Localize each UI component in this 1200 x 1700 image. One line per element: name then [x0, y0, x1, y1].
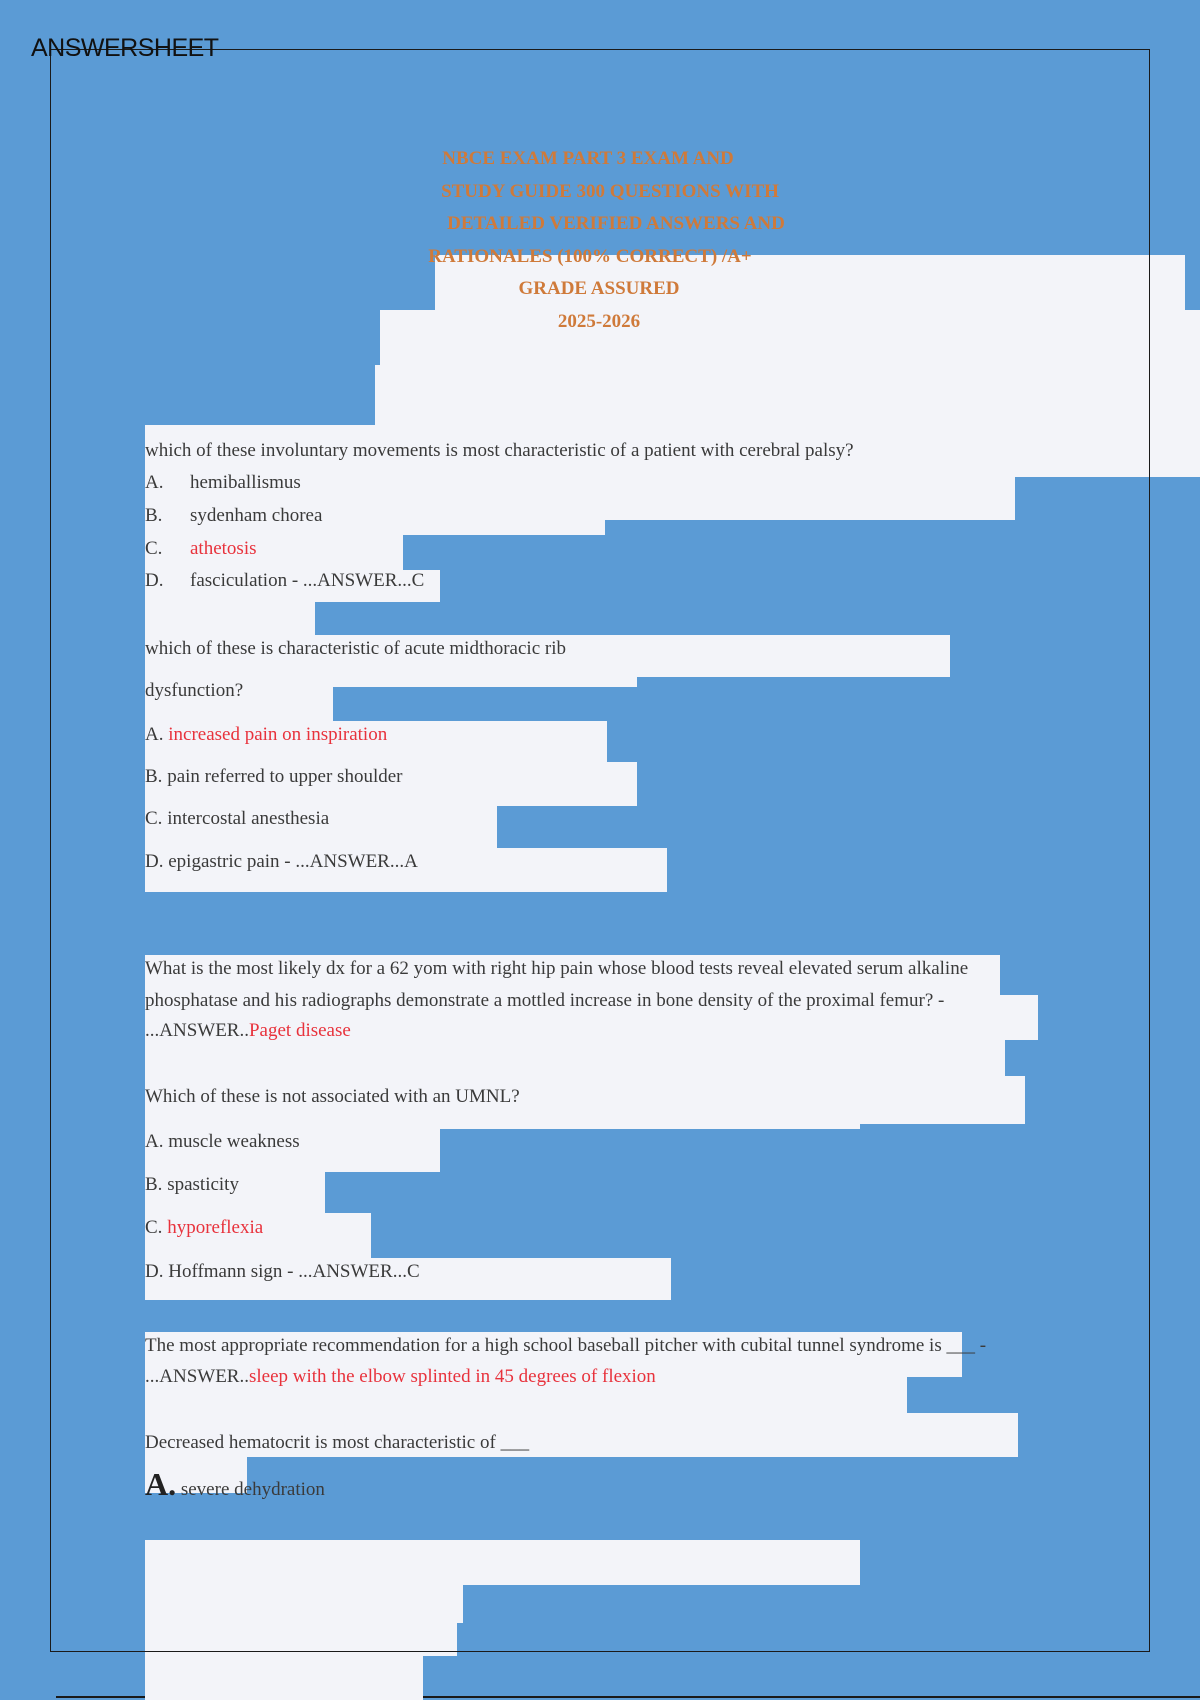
- paper-patch: [145, 1654, 423, 1700]
- option-text: epigastric pain - ...ANSWER...A: [168, 851, 418, 872]
- option-letter: D.: [145, 570, 164, 591]
- option-letter: B.: [145, 505, 163, 526]
- option-text: sydenham chorea: [190, 505, 323, 526]
- correct-answer: hyporeflexia: [167, 1217, 264, 1238]
- q2-option-b: [145, 766, 402, 788]
- q1-option-d: [145, 570, 424, 592]
- option-text: intercostal anesthesia: [167, 808, 330, 829]
- q4-option-b: [145, 1174, 239, 1196]
- option-text: muscle weakness: [168, 1131, 300, 1152]
- option-letter: D.: [145, 851, 164, 872]
- option-text: spasticity: [167, 1174, 239, 1195]
- answersheet-header: ANSWERSHEET: [31, 34, 219, 62]
- q2-option-c: [145, 808, 329, 830]
- q1-option-a: [145, 472, 301, 494]
- paper-patch: [145, 1540, 860, 1585]
- question-2-line-1: which of these is characteristic of acute midthoracic rib: [145, 638, 566, 659]
- answer-prefix: ...ANSWER..: [145, 1020, 249, 1041]
- paper-patch: [145, 1621, 457, 1656]
- answer-prefix: ...ANSWER..: [145, 1366, 249, 1387]
- question-3-line-1: What is the most likely dx for a 62 yom with right hip pain whose blood tests reveal elevated serum alkaline: [145, 958, 969, 979]
- q1-option-c: [145, 538, 257, 560]
- q4-option-d: [145, 1261, 420, 1283]
- option-text: fasciculation - ...ANSWER...C: [190, 570, 425, 591]
- question-6: Decreased hematocrit is most characteristic of ___: [145, 1432, 530, 1453]
- question-2-line-2: dysfunction?: [145, 680, 244, 701]
- option-letter: A.: [145, 472, 164, 493]
- option-letter: C.: [145, 808, 163, 829]
- question-3-line-2: phosphatase and his radiographs demonstrate a mottled increase in bone density of the proximal femur? -: [145, 990, 945, 1011]
- option-text: Hoffmann sign - ...ANSWER...C: [168, 1261, 420, 1282]
- q6-option-a: [145, 1466, 325, 1503]
- title-line: NBCE EXAM PART 3 EXAM AND: [442, 148, 734, 169]
- q2-option-a: [145, 724, 387, 746]
- q3-answer: [145, 1020, 351, 1042]
- paper-patch: [375, 365, 1200, 425]
- title-line: 2025-2026: [557, 310, 641, 332]
- correct-answer: Paget disease: [248, 1020, 351, 1041]
- option-letter: C.: [145, 538, 163, 559]
- correct-answer: athetosis: [190, 538, 257, 559]
- q2-option-d: [145, 851, 418, 873]
- option-letter: B.: [145, 1174, 163, 1195]
- question-4: Which of these is not associated with an UMNL?: [145, 1086, 520, 1107]
- correct-answer: sleep with the elbow splinted in 45 degrees of flexion: [248, 1366, 656, 1387]
- q5-answer: [145, 1366, 656, 1388]
- paper-patch: [145, 1038, 1005, 1078]
- paper-patch: [145, 1583, 463, 1623]
- q1-option-b: [145, 505, 322, 527]
- option-letter: A.: [145, 724, 164, 745]
- option-letter: D.: [145, 1261, 164, 1282]
- q4-option-c: [145, 1217, 263, 1239]
- option-text: pain referred to upper shoulder: [167, 766, 403, 787]
- paper-patch: [145, 600, 315, 635]
- title-line: GRADE ASSURED: [518, 278, 680, 299]
- option-letter: B.: [145, 766, 163, 787]
- title-line: STUDY GUIDE 300 QUESTIONS WITH: [441, 180, 779, 202]
- question-5: The most appropriate recommendation for a high school baseball pitcher with cubital tunnel syndrome is ___ -: [145, 1335, 987, 1356]
- option-text: severe dehydration: [180, 1479, 325, 1500]
- document-title: [400, 143, 820, 338]
- option-letter: A.: [145, 1131, 164, 1152]
- title-line: RATIONALES (100% CORRECT) /A+: [428, 245, 752, 267]
- q4-option-a: [145, 1131, 300, 1153]
- option-letter: A.: [145, 1466, 177, 1502]
- option-text: hemiballismus: [190, 472, 301, 493]
- question-1: which of these involuntary movements is most characteristic of a patient with cerebral palsy?: [145, 440, 854, 461]
- title-line: DETAILED VERIFIED ANSWERS AND: [447, 213, 785, 234]
- correct-answer: increased pain on inspiration: [168, 724, 388, 745]
- option-letter: C.: [145, 1217, 163, 1238]
